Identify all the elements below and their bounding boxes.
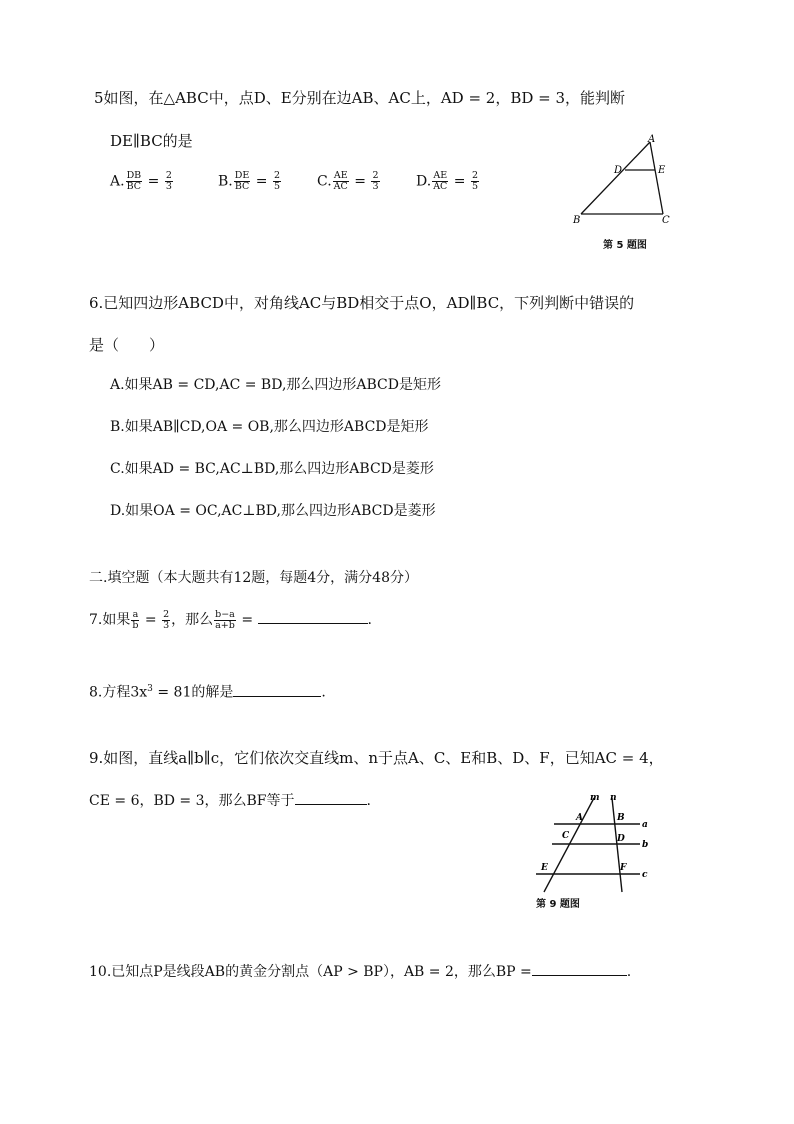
fig5-label-e: E xyxy=(658,165,666,176)
fig9-label-b-point: B xyxy=(617,813,625,823)
q5-stem-line2: DE∥BC的是 xyxy=(110,132,193,150)
q7-answer-blank[interactable] xyxy=(258,609,368,624)
edge-ac xyxy=(650,142,663,214)
q6-option-c[interactable]: C.如果AD = BC,AC⊥BD,那么四边形ABCD是菱形 xyxy=(110,461,434,477)
section-2-heading: 二.填空题（本大题共有12题，每题4分，满分48分） xyxy=(89,570,418,586)
fig9-label-b-line: b xyxy=(642,840,649,850)
fig9-label-a-line: a xyxy=(642,820,648,830)
q8-answer-blank[interactable] xyxy=(233,682,321,697)
fig9-label-m: m xyxy=(590,793,600,803)
q9-stem-line1: 9.如图，直线a∥b∥c，它们依次交直线m、n于点A、C、E和B、D、F，已知AC = 4， xyxy=(89,749,664,767)
fig9-label-d-point: D xyxy=(617,834,625,844)
fig5-label-d: D xyxy=(614,165,623,176)
q9-figure-caption: 第 9 题图 xyxy=(536,899,580,910)
q6-stem-line2: 是（ ） xyxy=(89,336,165,354)
q5-triangle-figure xyxy=(565,128,680,228)
q5-option-d[interactable]: D. $\frac{AE}{AC}$ = $\frac{2}{5}$ xyxy=(416,170,479,192)
fig9-label-a-point: A xyxy=(576,813,583,823)
q9-stem-line2: CE = 6，BD = 3，那么BF等于 . xyxy=(89,790,371,811)
fig9-label-f-point: F xyxy=(620,863,627,873)
q5-option-a[interactable]: A. $\frac{DB}{BC}$ = $\frac{2}{3}$ xyxy=(110,170,172,192)
q6-option-d[interactable]: D.如果OA = OC,AC⊥BD,那么四边形ABCD是菱形 xyxy=(110,503,436,519)
fig9-label-c-line: c xyxy=(642,870,648,880)
q7-question: 7.如果 $\frac{a}{b}$ = $\frac{2}{3}$ ，那么 $\frac{b-a}{a+b}$ = . xyxy=(89,608,372,631)
fig9-label-n: n xyxy=(610,793,617,803)
q9-answer-blank[interactable] xyxy=(295,790,367,805)
q8-question: 8.方程$3x^3 = 81$的解是 . xyxy=(89,679,326,703)
q6-stem-line1: 6.已知四边形ABCD中，对角线AC与BD相交于点O，AD∥BC，下列判断中错误的 xyxy=(89,294,635,312)
q10-answer-blank[interactable] xyxy=(532,961,627,976)
q5-option-b[interactable]: B. $\frac{DE}{BC}$ = $\frac{2}{5}$ xyxy=(218,170,280,192)
q10-question: 10.已知点P是线段AB的黄金分割点（AP > BP），AB = 2，那么BP = . xyxy=(89,961,631,982)
q5-option-c[interactable]: C. $\frac{AE}{AC}$ = $\frac{2}{3}$ xyxy=(317,170,379,192)
fig5-label-a: A xyxy=(648,134,656,145)
q9-parallel-lines-figure xyxy=(528,788,653,896)
fig9-label-e-point: E xyxy=(541,863,548,873)
fig5-label-b: B xyxy=(573,215,581,226)
q6-option-b[interactable]: B.如果AB∥CD,OA = OB,那么四边形ABCD是矩形 xyxy=(110,419,429,435)
fig9-label-c-point: C xyxy=(562,831,570,841)
edge-ab xyxy=(581,142,650,214)
line-m xyxy=(544,798,594,892)
fig5-label-c: C xyxy=(662,215,670,226)
q5-figure-caption: 第 5 题图 xyxy=(603,240,647,251)
q5-stem-line1: 5如图，在△ABC中，点D、E分别在边AB、AC上，AD = 2，BD = 3，能判断 xyxy=(94,89,626,107)
q6-option-a[interactable]: A.如果AB = CD,AC = BD,那么四边形ABCD是矩形 xyxy=(110,377,441,393)
